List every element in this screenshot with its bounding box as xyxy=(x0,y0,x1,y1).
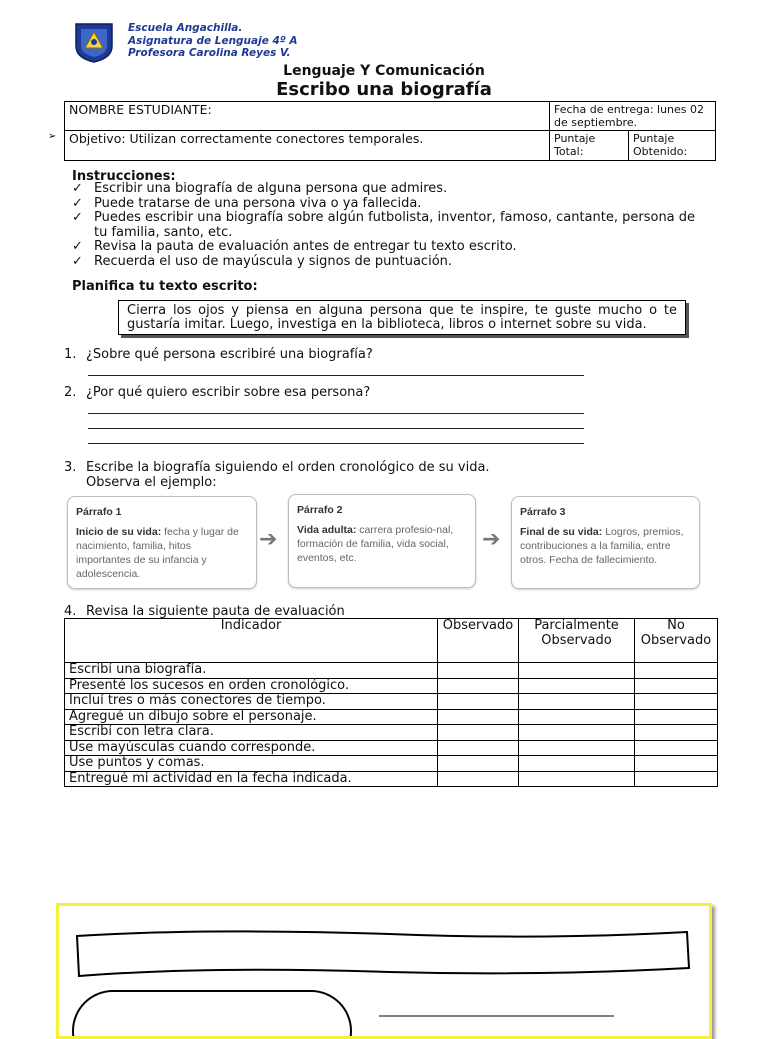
instruction-item: ✓ Puedes escribir una biografía sobre algún futbolista, inventor, famoso, cantante, persona de tu familia, santo, etc. xyxy=(72,210,696,240)
table-row: Escribí una biografía. xyxy=(65,663,718,679)
arrow-right-icon: ➔ xyxy=(259,527,278,552)
instructions-list xyxy=(72,182,712,269)
instruction-item: ✓ Revisa la pauta de evaluación antes de entregar tu texto escrito. xyxy=(72,239,517,254)
column-header: Indicador xyxy=(65,619,438,663)
biography-writing-frame xyxy=(56,903,712,1039)
instruction-item: ✓ Recuerda el uso de mayúscula y signos de puntuación. xyxy=(72,253,453,269)
school-name: Escuela Angachilla. xyxy=(128,22,243,34)
paragraph-2-card xyxy=(288,494,476,588)
page-title: Escribo una biografía xyxy=(276,79,492,100)
paragraph-description: Inicio de su vida: fecha y lugar de nacimiento, familia, hitos importantes de su infancia y adolescencia. xyxy=(76,526,239,580)
teacher-name: Profesora Carolina Reyes V. xyxy=(128,47,291,59)
school-info xyxy=(128,22,298,60)
paragraph-1-card xyxy=(67,496,257,589)
paragraph-description: Vida adulta: carrera profesio-nal, formación de familia, vida social, eventos, etc. xyxy=(297,524,454,564)
plan-heading: Planifica tu texto escrito: xyxy=(72,279,258,294)
answer-line[interactable] xyxy=(88,443,584,444)
table-row: Use mayúsculas cuando corresponde. xyxy=(65,740,718,756)
check-icon: ✓ xyxy=(72,210,83,225)
total-score-field[interactable]: Puntaje Total: xyxy=(550,131,629,161)
subject-course: Asignatura de Lenguaje 4º A xyxy=(128,34,298,47)
plan-instructions-box: Cierra los ojos y piensa en alguna persona que te inspire, te guste mucho o te gustaría imitar. Luego, investiga en la biblioteca, libros o internet sobre su vida. xyxy=(118,300,686,335)
due-date: Fecha de entrega: lunes 02 de septiembre. xyxy=(550,102,716,131)
answer-line[interactable] xyxy=(88,413,584,414)
question-1: 1. ¿Sobre qué persona escribiré una biografía? xyxy=(64,347,373,362)
subject-heading: Lenguaje Y Comunicación xyxy=(283,63,485,79)
column-header: Observado xyxy=(438,619,519,663)
objective: Objetivo: Utilizan correctamente conectores temporales. xyxy=(65,131,550,161)
question-4: 4. Revisa la siguiente pauta de evaluación xyxy=(64,604,345,619)
portrait-frame[interactable] xyxy=(73,991,351,1036)
school-crest-icon xyxy=(72,20,116,64)
evaluation-rubric-table xyxy=(64,618,718,787)
table-row: Incluí tres o más conectores de tiempo. xyxy=(65,694,718,710)
column-header: Parcialmente Observado xyxy=(519,619,635,663)
paragraph-title: Párrafo 1 xyxy=(76,506,122,518)
question-3: 3. Escribe la biografía siguiendo el orden cronológico de su vida. xyxy=(64,460,490,475)
paragraph-title: Párrafo 3 xyxy=(520,506,566,518)
question-3-note: Observa el ejemplo: xyxy=(86,475,217,490)
instruction-item: ✓ Escribir una biografía de alguna persona que admires. xyxy=(72,181,448,196)
student-name-field[interactable]: NOMBRE ESTUDIANTE: xyxy=(65,102,550,131)
paragraph-3-card xyxy=(511,496,700,589)
check-icon: ✓ xyxy=(72,181,83,196)
arrow-right-icon: ➔ xyxy=(482,527,501,552)
title-banner[interactable] xyxy=(77,931,689,976)
arrow-bullet-icon: ➢ xyxy=(48,131,57,142)
table-row: Entregué mi actividad en la fecha indicada. xyxy=(65,771,718,787)
obtained-score-field[interactable]: Puntaje Obtenido: xyxy=(629,131,716,161)
banner-and-portrait-shapes xyxy=(59,906,709,1036)
table-row: Escribí con letra clara. xyxy=(65,725,718,741)
check-icon: ✓ xyxy=(72,253,83,269)
answer-line[interactable] xyxy=(88,428,584,429)
check-icon: ✓ xyxy=(72,195,83,211)
student-info-table xyxy=(64,101,716,161)
instruction-item: ✓ Puede tratarse de una persona viva o ya fallecida. xyxy=(72,195,422,211)
question-2: 2. ¿Por qué quiero escribir sobre esa persona? xyxy=(64,385,371,400)
instructions-heading: Instrucciones: xyxy=(72,169,176,184)
table-row: Presenté los sucesos en orden cronológico. xyxy=(65,678,718,694)
paragraph-title: Párrafo 2 xyxy=(297,504,343,516)
answer-line[interactable] xyxy=(88,375,584,376)
check-icon: ✓ xyxy=(72,239,83,254)
paragraph-description: Final de su vida: Logros, premios, contribuciones a la familia, entre otros. Fecha de fallecimiento. xyxy=(520,526,684,566)
column-header: No Observado xyxy=(635,619,718,663)
table-row: Agregué un dibujo sobre el personaje. xyxy=(65,709,718,725)
table-row: Use puntos y comas. xyxy=(65,756,718,772)
